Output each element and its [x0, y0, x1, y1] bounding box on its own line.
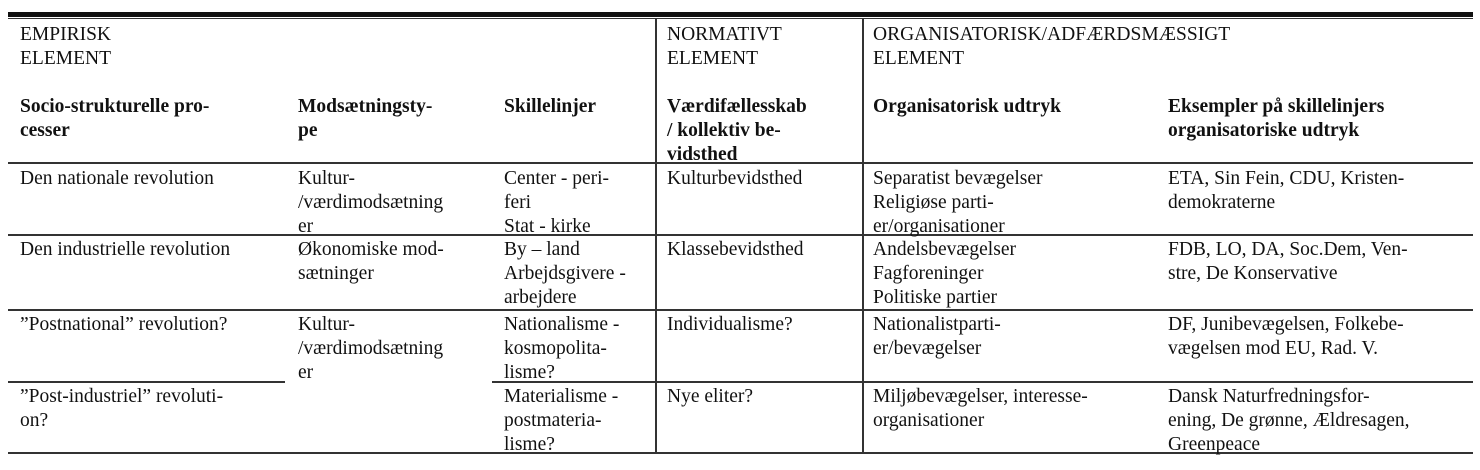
cell: Miljøbevægelser, interesse- organisationer [873, 386, 1088, 431]
group-organizational: ORGANISATORISK/ADFÆRDSMÆSSIGT ELEMENT [873, 24, 1231, 69]
cell: Den nationale revolution [20, 168, 214, 189]
header-conflict-type: Modsætningsty- pe [298, 96, 433, 141]
cell: By – land Arbejdsgivere - arbejdere [504, 239, 626, 308]
cell: ETA, Sin Fein, CDU, Kristen- demokraterne [1168, 168, 1405, 213]
cell: Nationalisme - kosmopolita- lisme? [504, 314, 620, 383]
header-values: Værdifællesskab / kollektiv be- vidsthed [667, 96, 807, 165]
header-examples: Eksempler på skillelinjers organisatoriske udtryk [1168, 96, 1385, 141]
cell: Kulturbevidsthed [667, 168, 803, 189]
group-empirical: EMPIRISK ELEMENT [20, 24, 112, 69]
group-normative: NORMATIVT ELEMENT [667, 24, 782, 69]
cell: ”Post-industriel” revoluti- on? [20, 386, 224, 431]
cell: Nationalistparti- er/bevægelser [873, 314, 1001, 359]
cell: Andelsbevægelser Fagforeninger Politiske partier [873, 239, 1016, 308]
row-divider [492, 381, 1473, 383]
row-divider [8, 381, 285, 383]
row-divider [8, 234, 1473, 236]
cell: FDB, LO, DA, Soc.Dem, Ven- stre, De Konservative [1168, 239, 1408, 284]
cell: Den industrielle revolution [20, 239, 231, 260]
cell: Center - peri- feri Stat - kirke [504, 168, 610, 237]
cell: DF, Junibevægelsen, Folkebe- vægelsen mod EU, Rad. V. [1168, 314, 1404, 359]
header-cleavages: Skillelinjer [504, 96, 597, 117]
cell: Kultur- /værdimodsætning er [298, 314, 444, 383]
header-processes: Socio-strukturelle pro- cesser [20, 96, 210, 141]
cell: ”Postnational” revolution? [20, 314, 228, 335]
cell: Kultur- /værdimodsætning er [298, 168, 444, 237]
cell: Dansk Naturfredningsfor- ening, De grønne, Ældresagen, Greenpeace [1168, 386, 1410, 455]
header-org-expression: Organisatorisk udtryk [873, 96, 1061, 117]
cell: Separatist bevægelser Religiøse parti- er/organisationer [873, 168, 1043, 237]
cell: Individualisme? [667, 314, 793, 335]
cell: Nye eliter? [667, 386, 754, 407]
cell: Klassebevidsthed [667, 239, 804, 260]
cell: Materialisme - postmateria- lisme? [504, 386, 619, 455]
table-top-border-thin [8, 18, 1473, 19]
cell: Økonomiske mod- sætninger [298, 239, 444, 284]
table-top-border [8, 12, 1473, 17]
row-divider [8, 309, 1473, 311]
